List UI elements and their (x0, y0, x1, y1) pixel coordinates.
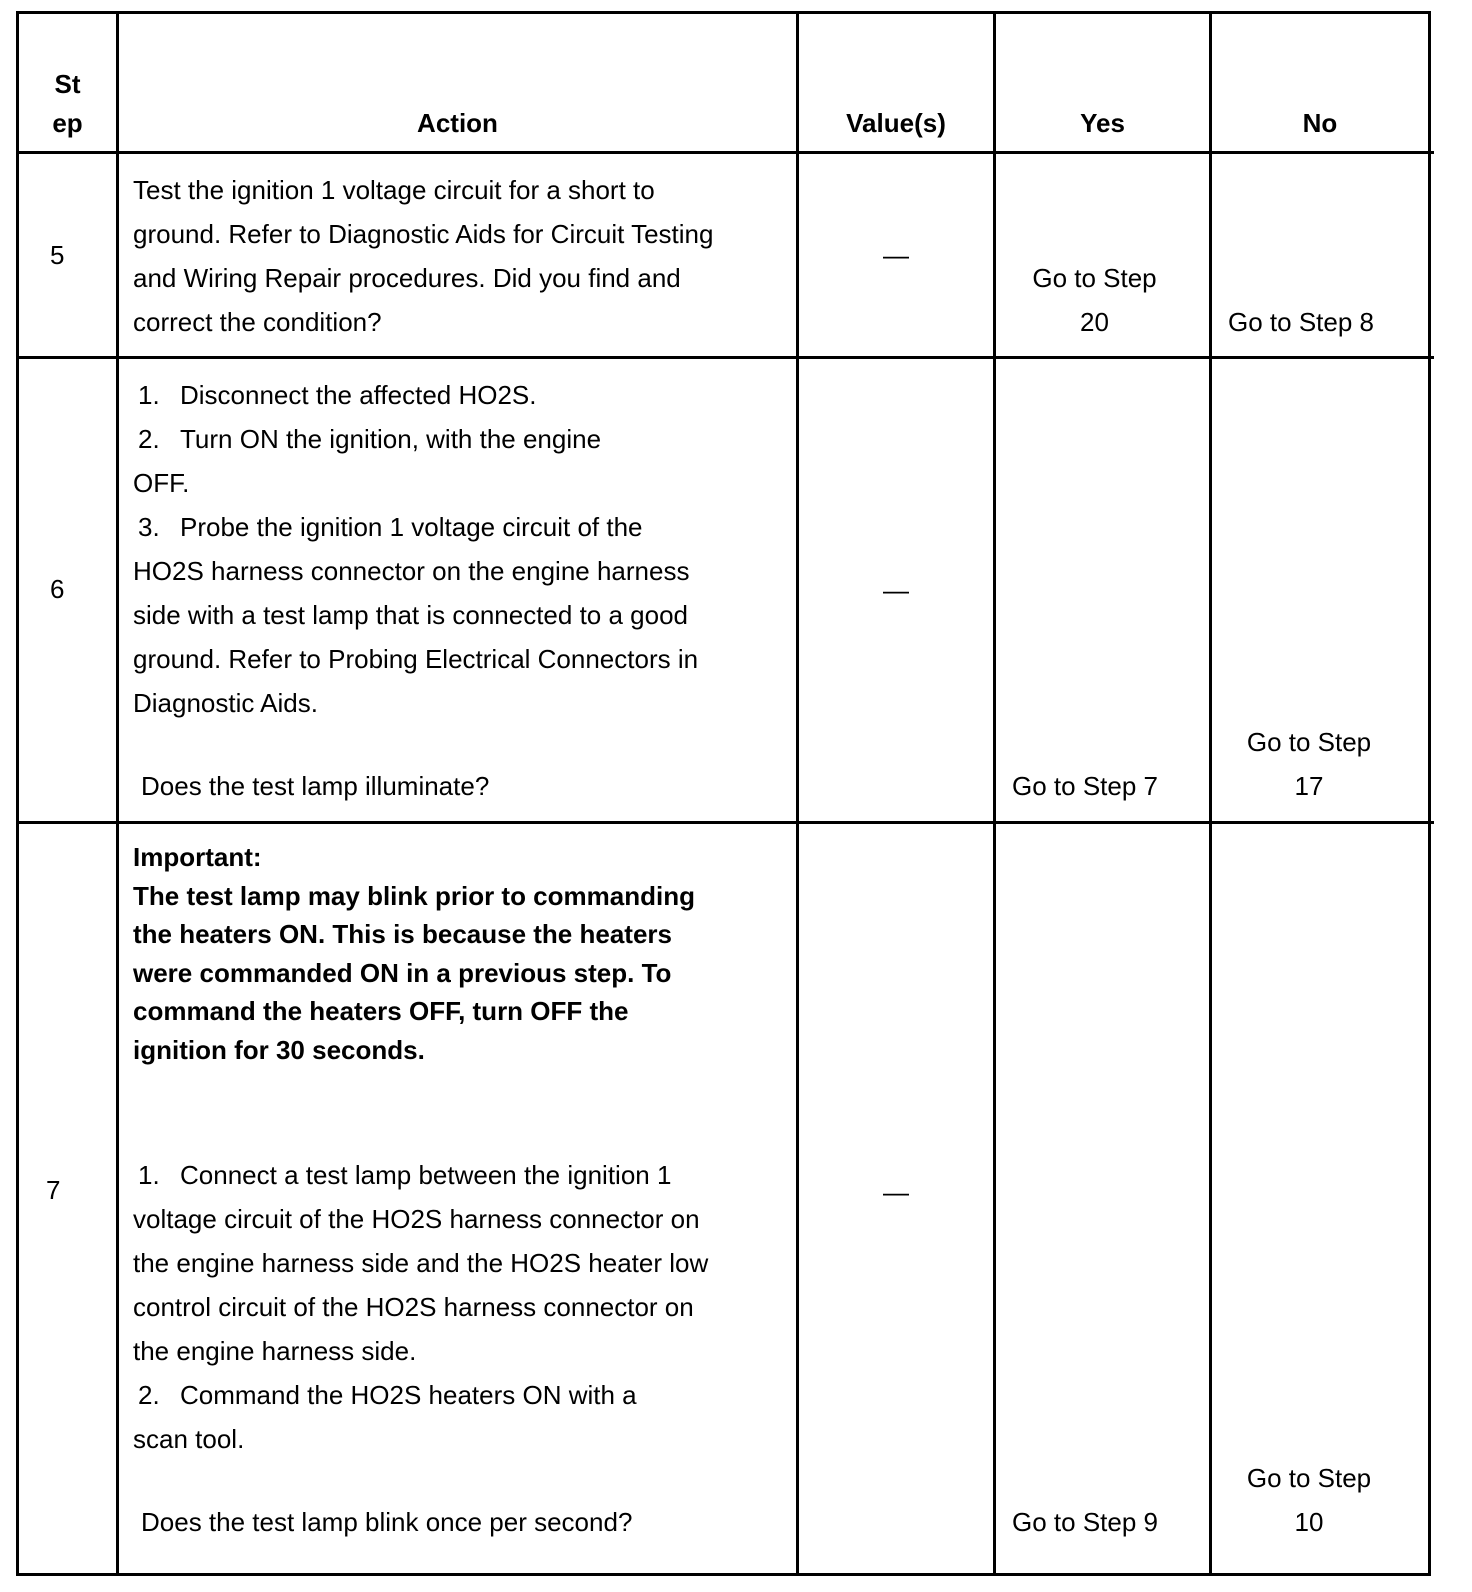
step-number: 6 (50, 574, 65, 604)
list-item: 2. Turn ON the ignition, with the engine (138, 424, 602, 454)
list-item: 1. Connect a test lamp between the ignition 1 (138, 1160, 672, 1190)
action-text: 1. Connect a test lamp between the ignition 1 voltage circuit of the HO2S harness connector on the engine harness side and the HO2S heater low control circuit of the HO2S harness connector on the engine harness side. 2. Command the HO2S heaters ON with a scan tool. (133, 1153, 708, 1461)
column-divider (993, 11, 996, 1576)
header-step: St ep (52, 69, 83, 138)
action-text: Test the ignition 1 voltage circuit for a short to ground. Refer to Diagnostic Aids for Circuit Testing and Wiring Repair procedures. Did you find and correct the condition? (133, 175, 714, 337)
no-goto-link[interactable]: Go to Step 17 (1246, 727, 1372, 801)
action-text: 1. Disconnect the affected HO2S. 2. Turn ON the ignition, with the engine OFF. 3. Probe the ignition 1 voltage circuit of the HO2S harness connector on the engine harness side with a test lamp that is connected to a good ground. Refer to Probing Electrical Connectors in Diagnostic Aids. (133, 373, 698, 725)
question-text: Does the test lamp illuminate? (141, 771, 490, 801)
yes-goto-link[interactable]: Go to Step 7 (1012, 771, 1158, 801)
step-number: 5 (50, 240, 65, 270)
row-divider (16, 821, 1434, 824)
row-divider (16, 356, 1434, 359)
header-action: Action (417, 108, 498, 138)
column-divider (116, 11, 119, 1576)
header-values: Value(s) (846, 108, 946, 138)
value-cell: — (883, 575, 909, 605)
no-goto-link[interactable]: Go to Step 10 (1246, 1463, 1372, 1537)
step-number: 7 (46, 1175, 61, 1205)
important-label: Important: (133, 842, 262, 872)
row-divider (16, 151, 1434, 154)
question-text: Does the test lamp blink once per second? (141, 1507, 633, 1537)
value-cell: — (883, 1177, 909, 1207)
value-cell: — (883, 240, 909, 270)
list-item: 1. Disconnect the affected HO2S. (138, 380, 537, 410)
yes-goto-link[interactable]: Go to Step 9 (1012, 1507, 1158, 1537)
list-item: 3. Probe the ignition 1 voltage circuit of the (138, 512, 643, 542)
important-note: Important: The test lamp may blink prior to commanding the heaters ON. This is because the heaters were commanded ON in a previous step. To command the heaters OFF, turn OFF the ignition for 30 seconds. (133, 838, 695, 1069)
header-no: No (1302, 108, 1338, 138)
no-goto-link[interactable]: Go to Step 8 (1228, 307, 1374, 337)
list-item: 2. Command the HO2S heaters ON with a (138, 1380, 637, 1410)
yes-goto-link[interactable]: Go to Step 20 (1032, 263, 1157, 337)
header-yes: Yes (1080, 108, 1125, 138)
